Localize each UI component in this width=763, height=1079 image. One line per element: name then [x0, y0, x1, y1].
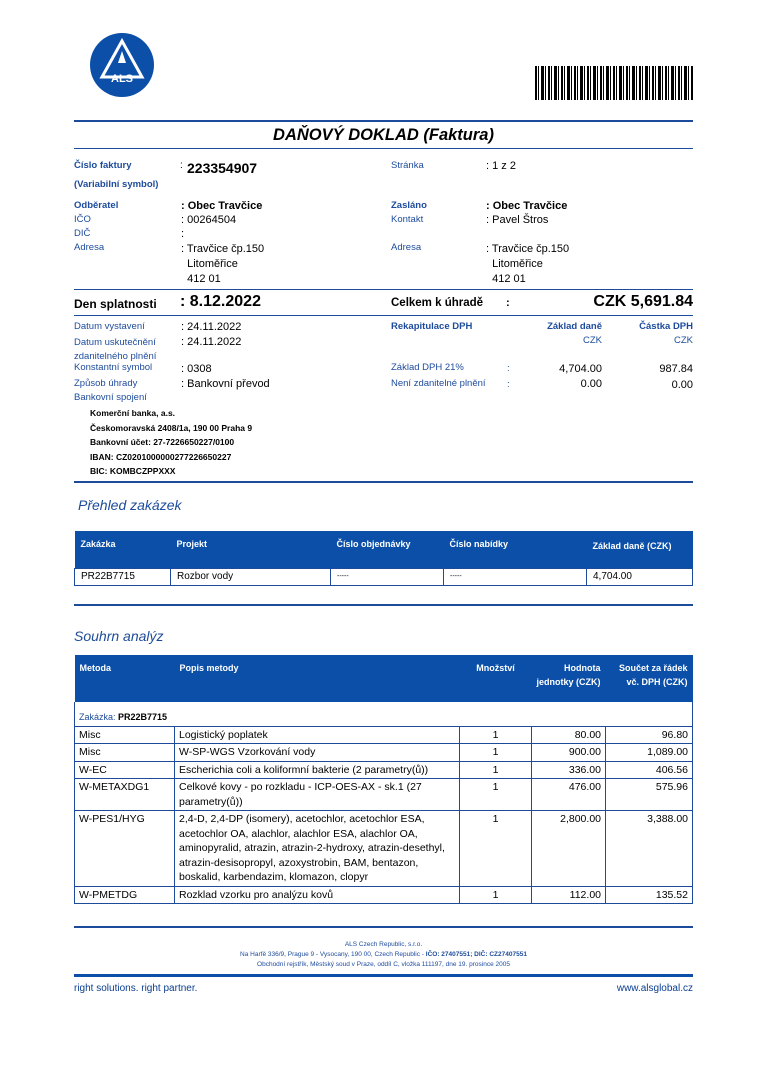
- table-row: W-EC Escherichia coli a koliformní bakterie (2 parametry(ů)) 1 336.00 406.56: [75, 761, 693, 779]
- constant-symbol-label: Konstantní symbol: [74, 362, 153, 373]
- invoice-number-label: Číslo faktury: [74, 160, 132, 171]
- payment-method-label: Způsob úhrady: [74, 378, 138, 389]
- vat-title: Rekapitulace DPH: [391, 321, 473, 332]
- due-date-label: Den splatnosti: [74, 297, 157, 311]
- footer-company: ALS Czech Republic, s.r.o.: [344, 941, 423, 948]
- variable-symbol-label: (Variabilní symbol): [74, 179, 159, 190]
- divider: [74, 148, 693, 149]
- total-label: Celkem k úhradě: [391, 297, 484, 309]
- table-row: PR22B7715 Rozbor vody ----- ----- 4,704.00: [75, 568, 693, 585]
- vat-row-label: Základ DPH 21%: [391, 362, 464, 373]
- logo-text: ALS: [111, 73, 133, 85]
- recipient-address: : Travčice čp.150 Litoměřice 412 01: [486, 243, 570, 285]
- buyer-address: : Travčice čp.150 Litoměřice 412 01: [181, 243, 265, 285]
- analysis-table: [74, 655, 693, 904]
- analysis-header: Popis metody: [175, 655, 460, 702]
- analysis-header: Metoda: [75, 655, 175, 702]
- group-row: Zakázka: PR22B7715: [75, 702, 693, 726]
- vat-row-tax: 0.00: [671, 379, 693, 391]
- recipient-label: Zasláno: [391, 200, 427, 211]
- vat-base-currency: CZK: [583, 335, 602, 346]
- orders-table: [74, 531, 693, 586]
- vat-row-tax: 987.84: [659, 363, 693, 375]
- recipient-address-label: Adresa: [391, 242, 422, 253]
- logo-icon: [90, 33, 154, 97]
- orders-header: Číslo nabídky: [444, 531, 587, 568]
- analysis-header: Součet za řádek vč. DPH (CZK): [606, 655, 693, 702]
- analysis-title: Souhrn analýz: [74, 628, 164, 644]
- vat-tax-currency: CZK: [674, 335, 693, 346]
- bank-label: Bankovní spojení: [74, 392, 147, 403]
- vat-tax-header: Částka DPH: [639, 321, 693, 332]
- contact-value: Pavel Štros: [492, 214, 549, 226]
- constant-symbol: 0308: [187, 363, 212, 375]
- table-row: Misc Logistický poplatek 1 80.00 96.80: [75, 726, 693, 744]
- recipient-name: Obec Travčice: [492, 200, 568, 212]
- contact-label: Kontakt: [391, 214, 424, 225]
- table-row: W-METAXDG1 Celkové kovy - po rozkladu - ICP-OES-AX - sk.1 (27 parametry(ů)) 1 476.00 575.96: [75, 779, 693, 811]
- table-row: W-PMETDG Rozklad vzorku pro analýzu kovů 1 112.00 135.52: [75, 886, 693, 904]
- als-logo: [90, 33, 154, 97]
- ico-value: 00264504: [187, 214, 237, 226]
- orders-header: Projekt: [171, 531, 331, 568]
- page-label: Stránka: [391, 160, 424, 171]
- due-date: 8.12.2022: [189, 293, 261, 310]
- website-link[interactable]: www.alsglobal.cz: [616, 983, 693, 994]
- total-amount: CZK 5,691.84: [593, 293, 693, 310]
- payment-method: Bankovní převod: [187, 378, 270, 390]
- invoice-number: 223354907: [187, 160, 258, 176]
- vat-row-base: 4,704.00: [559, 363, 602, 375]
- divider: [74, 289, 693, 290]
- tagline: right solutions. right partner.: [74, 983, 198, 994]
- vat-row-label: Není zdanitelné plnění: [391, 378, 486, 389]
- vat-base-header: Základ daně: [547, 321, 602, 332]
- dic-label: DIČ: [74, 228, 91, 239]
- buyer-address-label: Adresa: [74, 242, 105, 253]
- page-value: 1 z 2: [492, 160, 516, 172]
- divider: [74, 120, 693, 122]
- orders-header: Základ daně (CZK): [587, 531, 693, 568]
- analysis-header: Množství: [460, 655, 532, 702]
- bank-details: Komerční banka, a.s. Českomoravská 2408/1a, 190 00 Praha 9 Bankovní účet: 27-7226650227/0100 IBAN: CZ0201000000277226650227 BIC: KOMBCZPPXXX: [90, 408, 253, 476]
- divider: [74, 604, 693, 606]
- orders-header: Číslo objednávky: [331, 531, 444, 568]
- footer-address: Na Harfě 336/9, Prague 9 - Vysocany, 190 00, Czech Republic - IČO: 27407551; DIČ: CZ27407551: [240, 951, 527, 958]
- divider: [74, 926, 693, 928]
- footer-registry: Obchodní rejstřík, Městský soud v Praze, oddíl C, vložka 111197, dne 19. prosince 2005: [257, 961, 510, 968]
- orders-header: Zakázka: [75, 531, 171, 568]
- document-title: DAŇOVÝ DOKLAD (Faktura): [273, 126, 494, 144]
- ico-label: IČO: [74, 214, 91, 225]
- buyer-name: Obec Travčice: [187, 200, 263, 212]
- orders-title: Přehled zakázek: [78, 497, 182, 513]
- divider: [74, 315, 693, 316]
- buyer-label: Odběratel: [74, 200, 119, 211]
- table-row: W-PES1/HYG 2,4-D, 2,4-DP (isomery), acetochlor, acetochlor ESA, acetochlor OA, alachlor, alachlor ESA, alachlor OA, aminopyralid, atrazin, atrazin-2-hydroxy, atrazin-desethyl, atrazin-desisopropyl, azoxystrobin, BAM, bentazon, boskalid, karbendazim, klomazon, clopyr 1 2,800.00 3,388.00: [75, 811, 693, 887]
- analysis-header: Hodnota jednotky (CZK): [532, 655, 606, 702]
- divider: [74, 481, 693, 483]
- vat-row-base: 0.00: [580, 378, 602, 390]
- issue-date: 24.11.2022: [187, 321, 242, 333]
- issue-date-label: Datum vystavení: [74, 321, 145, 332]
- taxable-date-label: Datum uskutečnění zdanitelného plnění: [74, 337, 157, 362]
- footer-bar: [74, 974, 693, 977]
- barcode: [535, 66, 693, 100]
- taxable-date: 24.11.2022: [187, 336, 242, 348]
- table-row: Misc W-SP-WGS Vzorkování vody 1 900.00 1,089.00: [75, 744, 693, 762]
